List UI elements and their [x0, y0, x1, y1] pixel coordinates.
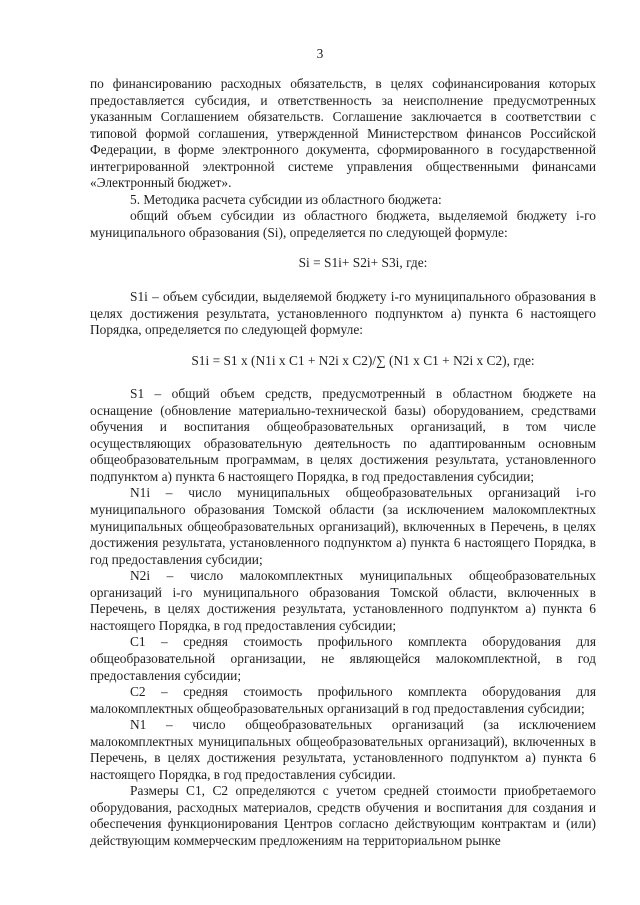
paragraph-n1i-definition: N1i – число муниципальных общеобразовательных организаций i-го муниципального образования Томской области (за исключением малокомплектных муниципальных общеобразовательных организаций), включенных в Перечень, в целях достижения результата, установленного подпунктом а) пункта 6 настоящего Порядка, в год предоставления субсидии;: [90, 485, 596, 567]
paragraph-agreement: по финансированию расходных обязательств, в целях софинансирования которых предоставляется субсидия, и ответственность за неисполнение предусмотренных указанным Соглашением обязательств. Соглашение заключается в соответствии с типовой формой соглашения, утвержденной Министерством финансов Российской Федерации, в форме электронного документа, сформированного в государственной интегрированной электронной системе управления общественными финансами «Электронный бюджет».: [90, 76, 596, 191]
paragraph-methodology-heading: 5. Методика расчета субсидии из областного бюджета:: [130, 191, 442, 207]
paragraph-s1i-definition: S1i – объем субсидии, выделяемой бюджету i-го муниципального образования в целях достижения результата, установленного подпунктом а) пункта 6 настоящего Порядка, определяется по следующей формуле:: [90, 289, 596, 338]
paragraph-c1-c2-sizes: Размеры C1, C2 определяются с учетом средней стоимости приобретаемого оборудования, расходных материалов, средств обучения и воспитания для создания и обеспечения функционирования Центров согласно действующим контрактам и (или) действующим коммерческим предложениям на территориальном рынке: [90, 783, 596, 848]
paragraph-n2i-definition: N2i – число малокомплектных муниципальных общеобразовательных организаций i-го муниципального образования Томской области, включенных в Перечень, в целях достижения результата, установленного подпунктом а) пункта 6 настоящего Порядка, в год предоставления субсидии;: [90, 568, 596, 633]
formula-s1i: S1i = S1 x (N1i x C1 + N2i x C2)/∑ (N1 x C1 + N2i x C2), где:: [191, 352, 535, 368]
paragraph-s1-definition: S1 – общий объем средств, предусмотренный в областном бюджете на оснащение (обновление материально-технической базы) оборудованием, средствами обучения и воспитания общеобразовательных организаций, в том числе осуществляющих образовательную деятельность по адаптированным основным общеобразовательным программам, в целях достижения результата, установленного подпунктом а) пункта 6 настоящего Порядка, в год предоставления субсидии;: [90, 386, 596, 484]
formula-si: Si = S1i+ S2i+ S3i, где:: [298, 255, 428, 271]
paragraph-n1-definition: N1 – число общеобразовательных организаций (за исключением малокомплектных муниципальных общеобразовательных организаций), включенных в Перечень, в целях достижения результата, установленного подпунктом а) пункта 6 настоящего Порядка, в год предоставления субсидии.: [90, 717, 596, 782]
paragraph-c2-definition: C2 – средняя стоимость профильного комплекта оборудования для малокомплектных общеобразовательных организаций в год предоставления субсидии;: [90, 684, 596, 716]
paragraph-c1-definition: C1 – средняя стоимость профильного комплекта оборудования для общеобразовательной организации, не являющейся малокомплектной, в год предоставления субсидии;: [90, 634, 596, 683]
document-body: [90, 76, 596, 850]
paragraph-total-subsidy: общий объем субсидии из областного бюджета, выделяемой бюджету i-го муниципального образования (Si), определяется по следующей формуле:: [90, 208, 596, 240]
page-number: 3: [316, 46, 324, 61]
